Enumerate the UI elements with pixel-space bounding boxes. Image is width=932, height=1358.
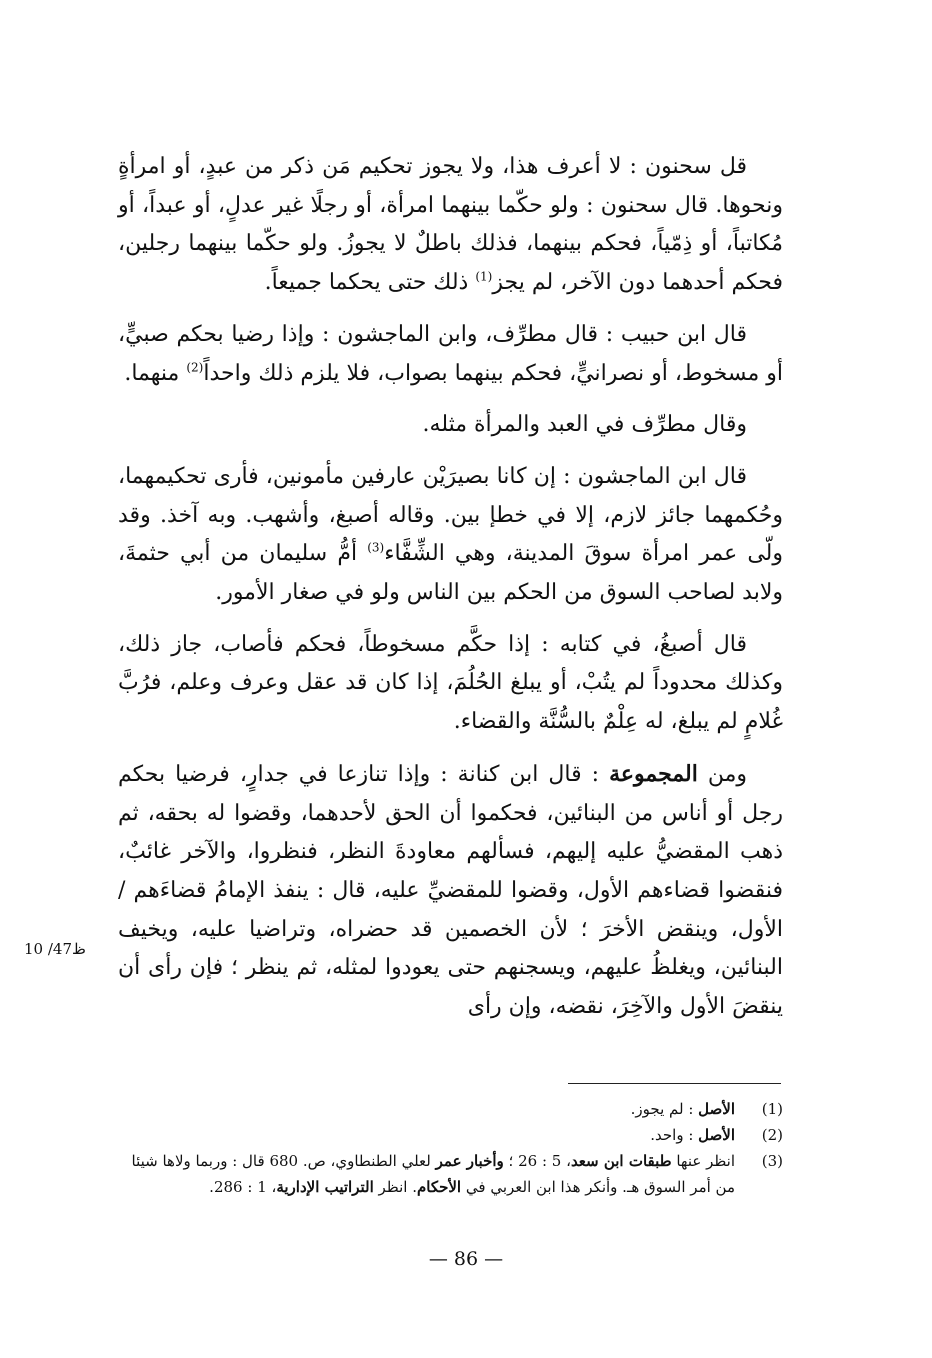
- main-text: [118, 148, 783, 1040]
- footnotes: [118, 1096, 783, 1200]
- footnote-ref-2[interactable]: (2): [186, 360, 204, 375]
- page-number: — 86 —: [428, 1248, 504, 1270]
- footnote-ref-3[interactable]: (3): [367, 541, 385, 555]
- paragraph-5: قال أصبغُ، في كتابه : إذا حكَّم مسخوطاً، فحكم فأصاب، جاز ذلك، وكذلك محدوداً لم يتُبْ، أو يبلغ الحُلُمَ، إذا كان قد عقل وعرف وعلم، فرُبَّ غُلامٍ لم يبلغ، له عِلْمٌ بالسُّنَّة والقضاء.: [118, 631, 783, 735]
- footnote-number: (2): [761, 1126, 783, 1144]
- paragraph-4: قال ابن الماجشون : إن كانا بصيرَيْن عارفين مأمونين، فأرى تحكيمهما، وحُكمهما جائز لازم، إلا في خطإ بين. وقاله أصبغ، وأشهب. وبه آخذ. وقد ولّى عمر امرأة سوقَ المدينة، وهي الشِّفَّاء$^{(3)}$ أمُّ سليمان من أبي حثمةَ، ولابد لصاحب السوق من الحكم بين الناس ولو في صغار الأمور.: [118, 463, 783, 606]
- paragraph-2: قال ابن حبيب : قال مطرِّف، وابن الماجشون : وإذا رضيا بحكم صبيٍّ، أو مسخوط، أو نصرانيٍّ، فحكم بينهما بصواب، فلا يلزم ذلك واحداً$^{(2)}$ منهما.: [118, 321, 783, 386]
- footnote-3: [118, 1148, 783, 1200]
- footnote-text: الأصل : واحد.: [650, 1126, 735, 1144]
- footnote-ref-1[interactable]: (1): [475, 269, 493, 284]
- source-title: المجموعة: [609, 760, 698, 787]
- footnote-divider: [568, 1083, 781, 1084]
- footnote-text: انظر عنها طبقات ابن سعد، 5 : 26 ؛ وأخبار عمر لعلي الطنطاوي، ص. 680 قال : وربما ولاها شيئا من أمر السوق هـ. وأنكر هذا ابن العربي في الأحكام. انظر التراتيب الإدارية، 1 : 286.: [131, 1152, 735, 1196]
- paragraph-3: وقال مطرِّف في العبد والمرأة مثله.: [422, 412, 747, 438]
- footnote-2: [118, 1122, 783, 1148]
- footnote-text: الأصل : لم يجوز.: [630, 1100, 735, 1118]
- paragraph-6: ومن المجموعة : قال ابن كنانة : وإذا تنازعا في جدارٍ، فرضيا بحكم رجل أو أناس من البنائين، فحكموا أن الحق لأحدهما، وقضوا له بحقه، ثم ذهب المقضيُّ عليه إليهم، فسألهم معاودةَ النظر، فنظروا، والآخر غائبٌ، فنقضوا قضاءهم الأول، وقضوا للمقضيِّ عليه، قال : ينفذ الإمامُ قضاءَهم / الأول، وينقض الأخرَ ؛ لأن الخصمين قد حضراه، وتراضيا عليه، ويخيف البنائين، ويغلظُ عليهم، ويسجنهم حتى يعودوا لمثله، ثم ينظر ؛ فإن رأى أن ينقضَ الأول والآخِرَ، نقضه، وإن رأى: [118, 760, 783, 1020]
- margin-folio-note: 10 /47ظ: [24, 940, 86, 958]
- paragraph-1: قل سحنون : لا أعرف هذا، ولا يجوز تحكيم مَن ذكر من عبدٍ، أو امرأةٍ ونحوها. قال سحنون : ولو حكّما بينهما امرأة، أو رجلًا غير عدلٍ، أو عبداً، أو مُكاتباً، أو ذِمّياً، فحكم بينهما، فذلك باطلٌ لا يجوزُ. ولو حكّما بينهما رجلين، فحكم أحدهما دون الآخر، لم يجز$^{(1)}$ ذلك حتى يحكما جميعاً.: [118, 154, 783, 296]
- footnote-number: (1): [761, 1100, 783, 1118]
- footnote-number: (3): [761, 1152, 783, 1170]
- footnote-1: [118, 1096, 783, 1122]
